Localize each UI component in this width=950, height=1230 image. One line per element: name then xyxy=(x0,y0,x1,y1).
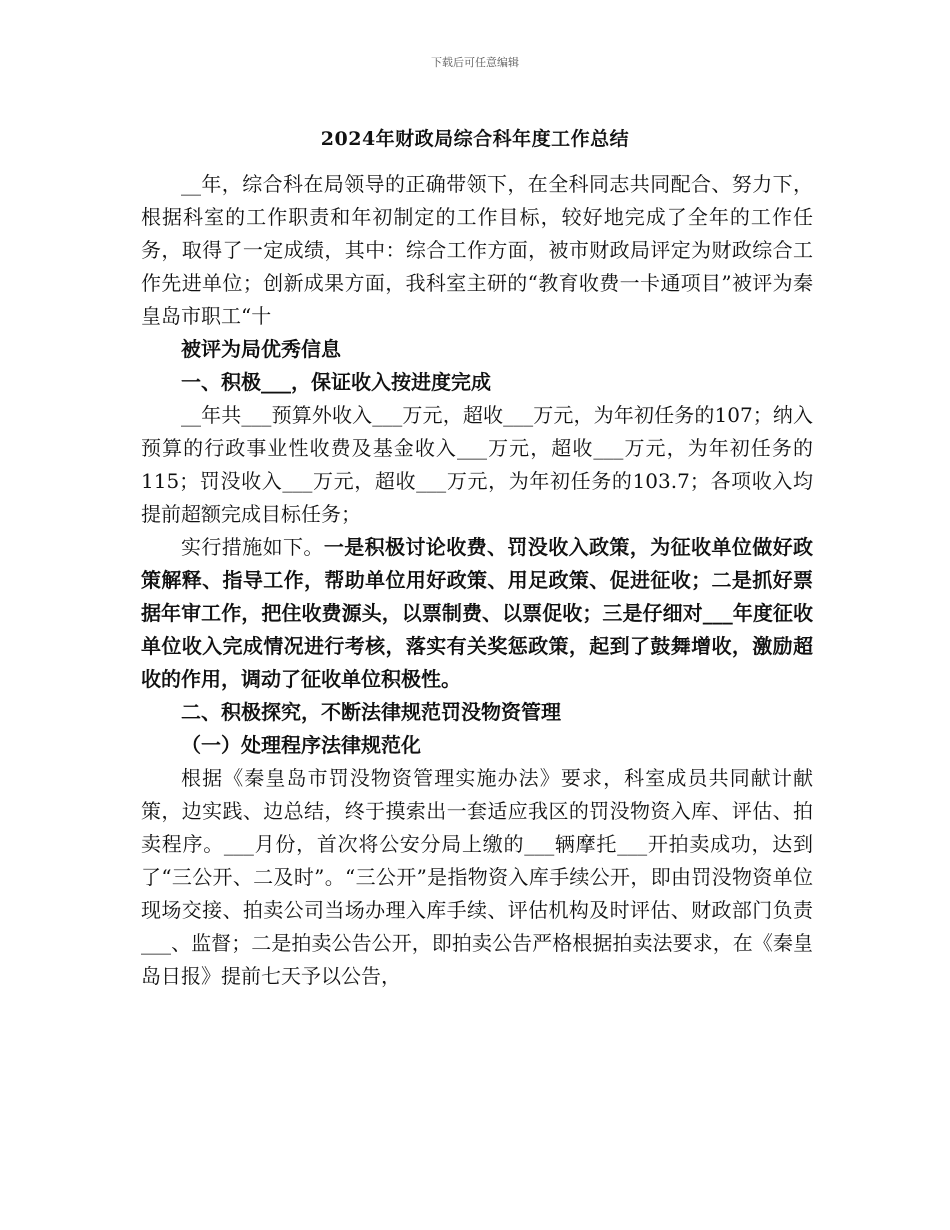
paragraph-procedure: 根据《秦皇岛市罚没物资管理实施办法》要求，科室成员共同献计献策，边实践、边总结，终于摸索出一套适应我区的罚没物资入库、评估、拍卖程序。___月份，首次将公安分局上缴的___辆摩托___开拍卖成功，达到了“三公开、二及时”。“三公开”是指物资入库手续公开，即由罚没物资单位现场交接、拍卖公司当场办理入库手续、评估机构及时评估、财政部门负责___、监督；二是拍卖公告公开，即拍卖公告严格根据拍卖法要求，在《秦皇岛日报》提前七天予以公告， xyxy=(141,766,813,988)
section-heading-2: 二、积极探究，不断法律规范罚没物资管理 xyxy=(181,700,561,724)
subsection-heading-1: （一）处理程序法律规范化 xyxy=(181,733,421,757)
paragraph-honor: 被评为局优秀信息 xyxy=(181,337,341,361)
paragraph-revenue: __年共___预算外收入___万元，超收___万元，为年初任务的107；纳入预算的行政事业性收费及基金收入___万元，超收___万元，为年初任务的115；罚没收入___万元，超收___万元，为年初任务的103.7；各项收入均提前超额完成目标任务； xyxy=(141,403,813,526)
measures-lead: 实行措施如下。 xyxy=(181,535,324,559)
document-title: 2024年财政局综合科年度工作总结 xyxy=(320,128,630,150)
paragraph-intro: __年，综合科在局领导的正确带领下，在全科同志共同配合、努力下，根据科室的工作职责和年初制定的工作目标，较好地完成了全年的工作任务，取得了一定成绩，其中：综合工作方面，被市财政局评定为财政综合工作先进单位；创新成果方面，我科室主研的“教育收费一卡通项目”被评为秦皇岛市职工“十 xyxy=(141,172,813,328)
paragraph-measures xyxy=(141,531,813,696)
measures-detail: 一是积极讨论收费、罚没收入政策，为征收单位做好政策解释、指导工作，帮助单位用好政策、用足政策、促进征收；二是抓好票据年审工作，把住收费源头，以票制费、以票促收；三是仔细对___年度征收单位收入完成情况进行考核，落实有关奖惩政策，起到了鼓舞增收，激励超收的作用，调动了征收单位积极性。 xyxy=(141,535,814,691)
document-body xyxy=(141,168,813,993)
section-heading-1: 一、积极___，保证收入按进度完成 xyxy=(181,370,491,394)
page-header: 下载后可任意编辑 xyxy=(431,56,519,69)
